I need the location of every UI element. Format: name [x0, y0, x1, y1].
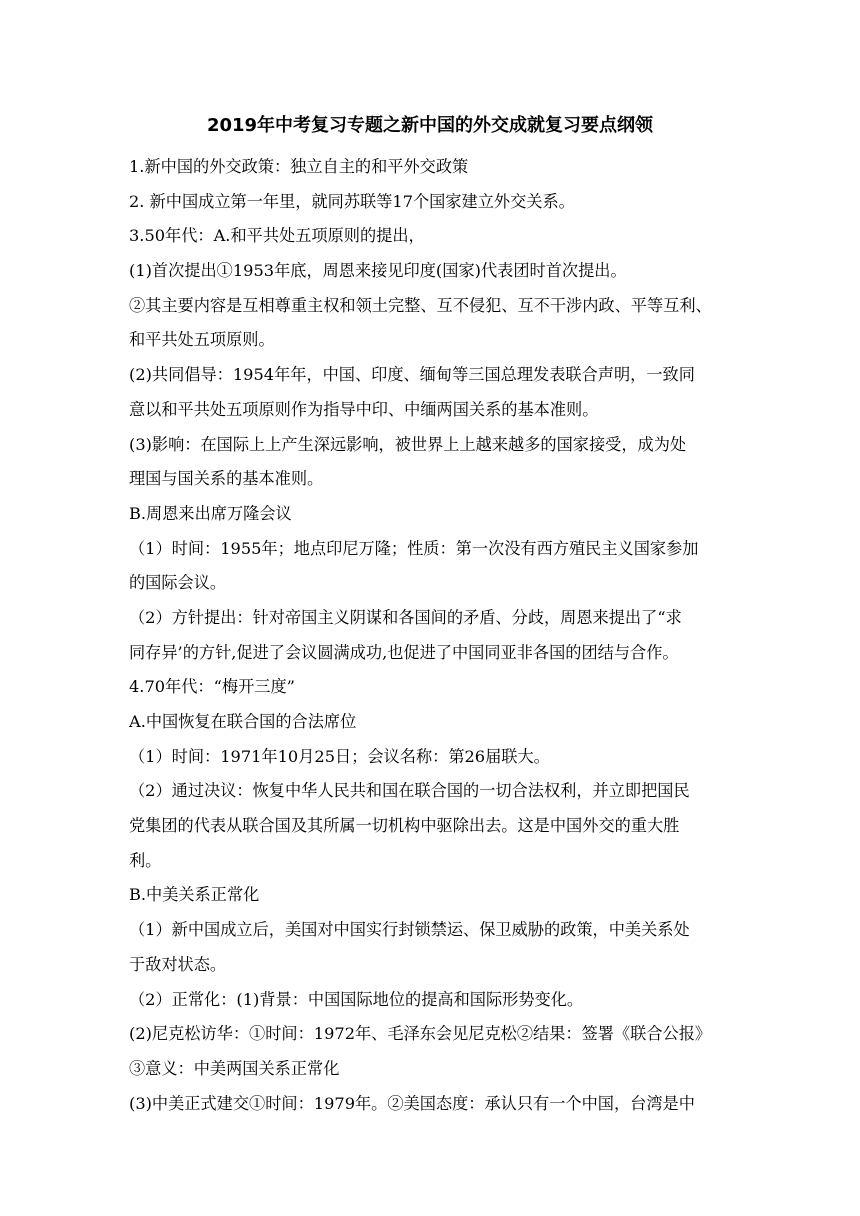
- body-line: B.中美关系正常化: [129, 885, 260, 905]
- body-line: （2）通过决议：恢复中华人民共和国在联合国的一切合法权利，并立即把国民: [129, 781, 690, 801]
- document-body: [129, 150, 734, 1121]
- body-line: 理国与国关系的基本准则。: [129, 469, 324, 489]
- body-line: ③意义：中美两国关系正常化: [129, 1058, 340, 1078]
- body-line: (3)影响：在国际上上产生深远影响，被世界上上越来越多的国家接受，成为处: [129, 434, 687, 454]
- body-line: 意以和平共处五项原则作为指导中印、中缅两国关系的基本准则。: [129, 399, 599, 419]
- body-line: （1）新中国成立后，美国对中国实行封锁禁运、保卫威胁的政策，中美关系处: [129, 920, 690, 940]
- body-line: 于敌对状态。: [129, 954, 227, 974]
- body-line: （1）时间：1971年10月25日；会议名称：第26届联大。: [129, 746, 550, 766]
- body-line: (2)尼克松访华：①时间：1972年、毛泽东会见尼克松②结果：签署《联合公报》: [129, 1024, 712, 1044]
- body-line: 和平共处五项原则。: [129, 330, 275, 350]
- body-line: A.中国恢复在联合国的合法席位: [129, 712, 357, 731]
- body-line: 3.50年代：A.和平共处五项原则的提出，: [129, 226, 425, 246]
- body-line: (1)首次提出①1953年底，周恩来接见印度(国家)代表团时首次提出。: [129, 261, 627, 281]
- document-title: 2019年中考复习专题之新中国的外交成就复习要点纲领: [206, 115, 654, 136]
- body-line: (2)共同倡导：1954年年，中国、印度、缅甸等三国总理发表联合声明，一致同: [129, 365, 695, 385]
- body-line: 的国际会议。: [129, 573, 227, 593]
- body-line: 4.70年代：“梅开三度”: [129, 677, 295, 697]
- body-line: ②其主要内容是互相尊重主权和领土完整、互不侵犯、互不干涉内政、平等互利、: [129, 295, 712, 315]
- body-line: 1.新中国的外交政策：独立自主的和平外交政策: [129, 157, 469, 176]
- body-line: （1）时间：1955年；地点印尼万隆；性质：第一次没有西方殖民主义国家参加: [129, 538, 699, 558]
- body-line: （2）方针提出：针对帝国主义阴谋和各国间的矛盾、分歧，周恩来提出了“求: [129, 607, 682, 627]
- body-line: 同存异’的方针,促进了会议圆满成功,也促进了中国同亚非各国的团结与合作。: [129, 642, 679, 662]
- body-line: （2）正常化：(1)背景：中国国际地位的提高和国际形势变化。: [129, 989, 584, 1009]
- body-line: B.周恩来出席万隆会议: [129, 503, 292, 523]
- body-line: 党集团的代表从联合国及其所属一切机构中驱除出去。这是中国外交的重大胜: [129, 816, 680, 836]
- body-line: 利。: [129, 850, 162, 870]
- body-line: 2. 新中国成立第一年里，就同苏联等17个国家建立外交关系。: [129, 191, 575, 211]
- body-line: (3)中美正式建交①时间：1979年。②美国态度：承认只有一个中国，台湾是中: [129, 1093, 695, 1113]
